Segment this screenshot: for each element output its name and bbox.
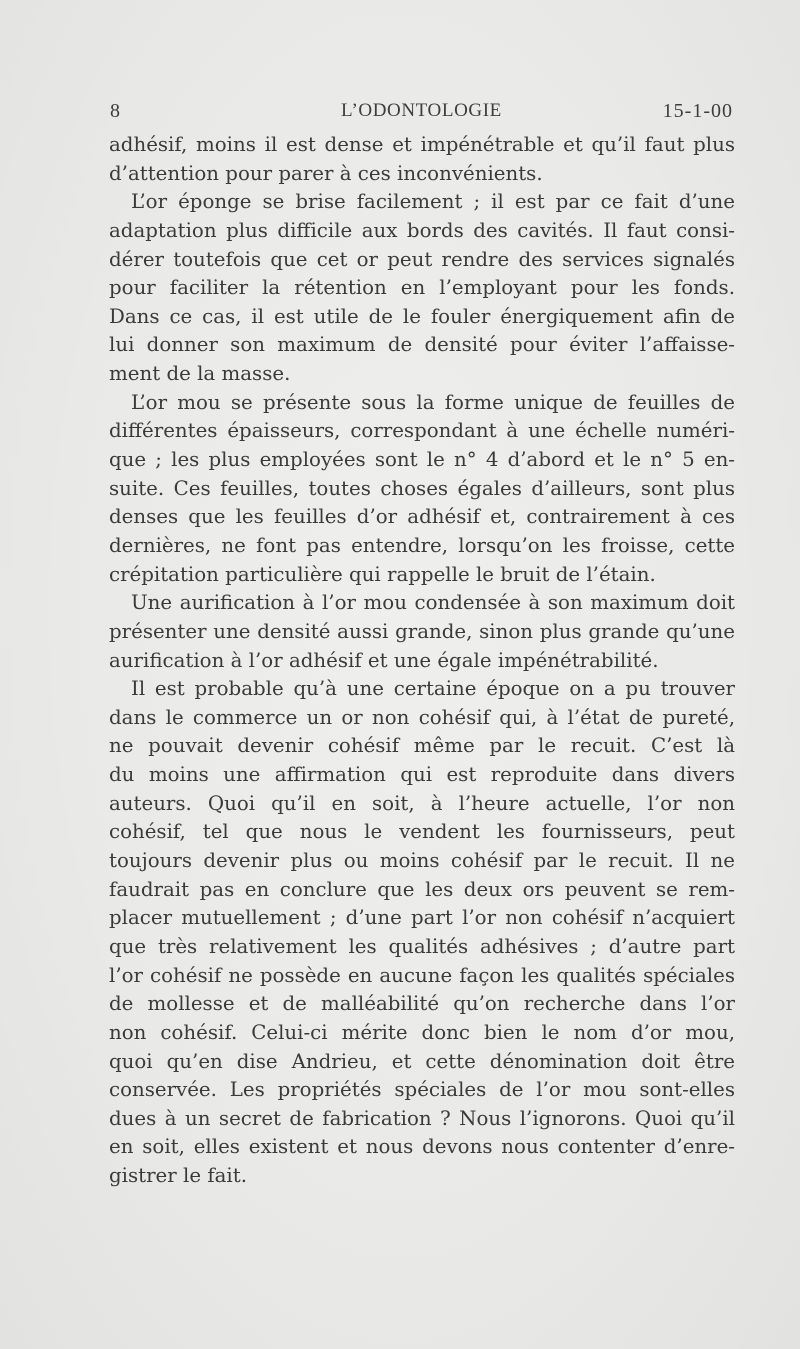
text-line: gistrer le fait. xyxy=(109,1164,247,1188)
text-line: non cohésif. Celui-ci mérite donc bien le nom d’or mou, xyxy=(109,1020,735,1044)
text-line: du moins une affirmation qui est reproduite dans divers xyxy=(109,763,735,787)
paragraph-1 xyxy=(109,131,735,188)
text-line: L’or éponge se brise facilement ; il est par ce fait d’une xyxy=(131,190,735,214)
paragraph-3 xyxy=(109,389,735,589)
text-line: Une aurification à l’or mou condensée à son maximum doit xyxy=(131,591,735,615)
text-line: L’or mou se présente sous la forme unique de feuilles de xyxy=(131,390,735,414)
text-line: de mollesse et de malléabilité qu’on recherche dans l’or xyxy=(109,992,735,1016)
issue-date: 15-1-00 xyxy=(662,100,733,122)
text-line: aurification à l’or adhésif et une égale impénétrabilité. xyxy=(109,648,659,672)
text-line: d’attention pour parer à ces inconvénients. xyxy=(109,161,543,185)
text-line: en soit, elles existent et nous devons nous contenter d’enre- xyxy=(109,1135,735,1159)
text-line: placer mutuellement ; d’une part l’or non cohésif n’acquiert xyxy=(109,906,735,930)
text-line: ment de la masse. xyxy=(109,362,291,386)
text-line: dues à un secret de fabrication ? Nous l’ignorons. Quoi qu’il xyxy=(109,1106,735,1130)
text-line: conservée. Les propriétés spéciales de l’or mou sont-elles xyxy=(109,1078,735,1102)
text-line: denses que les feuilles d’or adhésif et, contrairement à ces xyxy=(109,505,735,529)
text-line: adhésif, moins il est dense et impénétrable et qu’il faut plus xyxy=(109,133,735,156)
text-line: ne pouvait devenir cohésif même par le recuit. C’est là xyxy=(109,734,735,758)
journal-title: L’ODONTOLOGIE xyxy=(341,100,502,121)
text-line: dernières, ne font pas entendre, lorsqu’on les froisse, cette xyxy=(109,533,735,557)
paragraph-4 xyxy=(109,589,735,675)
text-line: Il est probable qu’à une certaine époque on a pu trouver xyxy=(131,677,735,701)
page-number: 8 xyxy=(110,100,120,122)
paragraph-5 xyxy=(109,675,735,1191)
text-line: que très relativement les qualités adhésives ; d’autre part xyxy=(109,934,735,958)
text-line: dans le commerce un or non cohésif qui, à l’état de pureté, xyxy=(109,705,735,729)
text-line: dérer toutefois que cet or peut rendre des services signalés xyxy=(109,247,735,271)
text-line: que ; les plus employées sont le n° 4 d’abord et le n° 5 en- xyxy=(109,448,735,472)
running-head xyxy=(109,100,735,128)
text-line: quoi qu’en dise Andrieu, et cette dénomination doit être xyxy=(109,1049,735,1073)
text-line: suite. Ces feuilles, toutes choses égales d’ailleurs, sont plus xyxy=(109,476,735,500)
text-line: pour faciliter la rétention en l’employant pour les fonds. xyxy=(109,276,735,300)
text-line: cohésif, tel que nous le vendent les fournisseurs, peut xyxy=(109,820,735,844)
text-line: adaptation plus difficile aux bords des cavités. Il faut consi- xyxy=(109,218,735,242)
paragraph-2 xyxy=(109,188,735,388)
text-line: différentes épaisseurs, correspondant à une échelle numéri- xyxy=(109,419,735,443)
text-line: faudrait pas en conclure que les deux ors peuvent se rem- xyxy=(109,877,735,901)
text-line: présenter une densité aussi grande, sinon plus grande qu’une xyxy=(109,619,735,643)
text-line: auteurs. Quoi qu’il en soit, à l’heure actuelle, l’or non xyxy=(109,791,735,815)
body-text xyxy=(109,131,735,1191)
text-line: Dans ce cas, il est utile de le fouler énergiquement afin de xyxy=(109,304,735,328)
text-line: lui donner son maximum de densité pour éviter l’affaisse- xyxy=(109,333,735,357)
text-line: l’or cohésif ne possède en aucune façon les qualités spéciales xyxy=(109,963,735,987)
text-line: crépitation particulière qui rappelle le bruit de l’étain. xyxy=(109,562,656,586)
text-line: toujours devenir plus ou moins cohésif par le recuit. Il ne xyxy=(109,849,735,873)
